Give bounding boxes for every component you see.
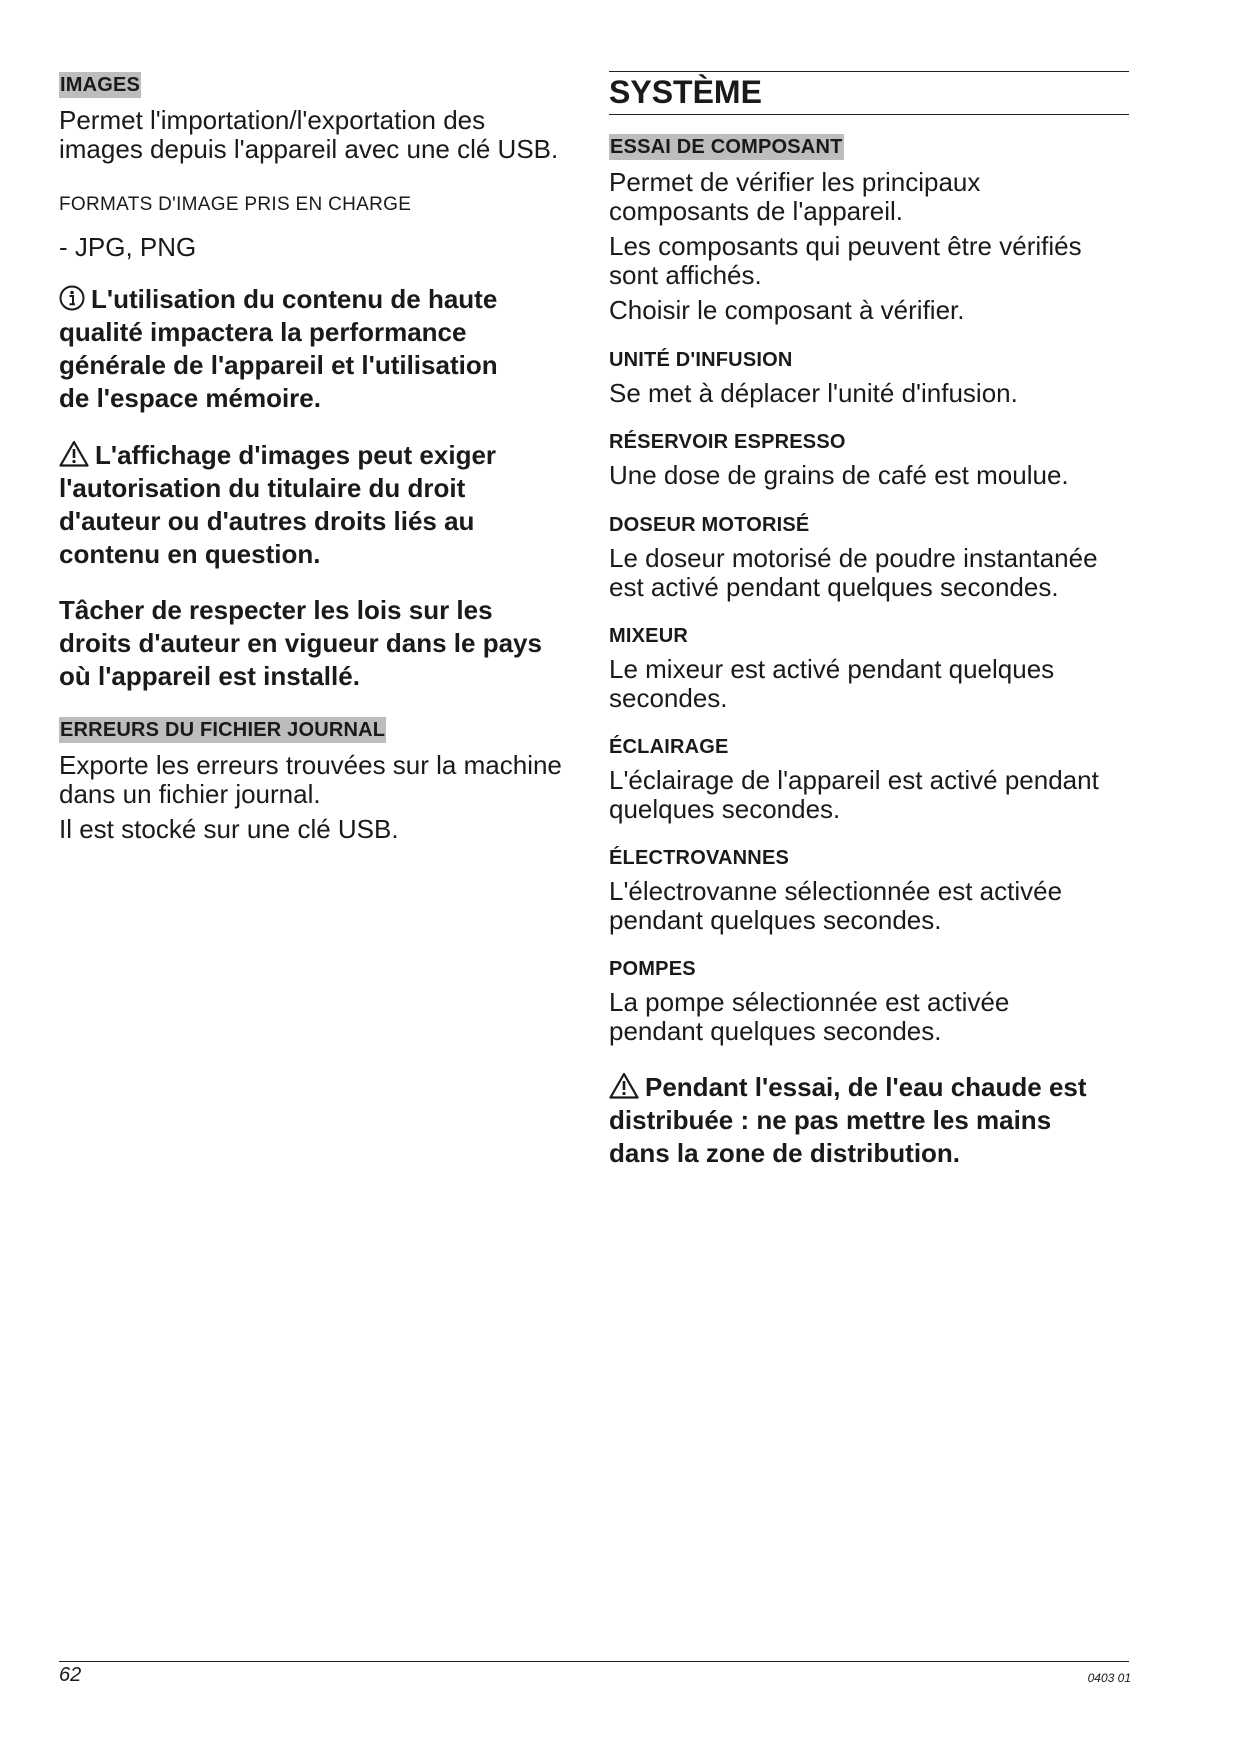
log-desc-line3: Il est stocké sur une clé USB. <box>59 814 399 844</box>
respect-laws-line2: droits d'auteur en vigueur dans le pays <box>59 628 542 658</box>
item-mixer-label: MIXEUR <box>609 625 688 647</box>
item-motor-doser-line1: Le doseur motorisé de poudre instantanée <box>609 543 1098 573</box>
item-solenoid-valves-line2: pendant quelques secondes. <box>609 905 942 935</box>
hot-water-warning-line3: dans la zone de distribution. <box>609 1138 961 1168</box>
copyright-warning-text: L'affichage d'images peut exiger <box>95 440 497 470</box>
item-brewing-unit-label: UNITÉ D'INFUSION <box>609 349 793 371</box>
item-lighting-label: ÉCLAIRAGE <box>609 736 729 758</box>
copyright-warning-line1 <box>59 439 496 475</box>
item-pumps-line2: pendant quelques secondes. <box>609 1016 942 1046</box>
log-errors-heading: ERREURS DU FICHIER JOURNAL <box>60 719 386 741</box>
info-circle-icon <box>59 285 85 319</box>
info-note-text: L'utilisation du contenu de haute <box>91 284 498 314</box>
item-pumps-line1: La pompe sélectionnée est activée <box>609 987 1010 1017</box>
log-desc-line2: dans un fichier journal. <box>59 779 321 809</box>
footer-rule <box>59 1661 1129 1662</box>
log-desc-line1: Exporte les erreurs trouvées sur la machine <box>59 750 562 780</box>
item-lighting-line2: quelques secondes. <box>609 794 841 824</box>
warning-triangle-icon <box>609 1072 639 1107</box>
component-test-p2-line1: Les composants qui peuvent être vérifiés <box>609 231 1082 261</box>
formats-heading: FORMATS D'IMAGE PRIS EN CHARGE <box>59 194 412 215</box>
component-test-p3: Choisir le composant à vérifier. <box>609 295 965 325</box>
images-desc-line2: images depuis l'appareil avec une clé USB. <box>59 134 559 164</box>
component-test-heading: ESSAI DE COMPOSANT <box>610 136 843 158</box>
item-espresso-tank-label: RÉSERVOIR ESPRESSO <box>609 431 846 453</box>
item-espresso-tank-line1: Une dose de grains de café est moulue. <box>609 460 1069 490</box>
item-solenoid-valves-line1: L'électrovanne sélectionnée est activée <box>609 876 1063 906</box>
info-note-line2: qualité impactera la performance <box>59 317 467 347</box>
copyright-warning-line2: l'autorisation du titulaire du droit <box>59 473 466 503</box>
respect-laws-line1: Tâcher de respecter les lois sur les <box>59 595 493 625</box>
formats-list: - JPG, PNG <box>59 232 197 262</box>
item-brewing-unit-line1: Se met à déplacer l'unité d'infusion. <box>609 378 1018 408</box>
page-number: 62 <box>59 1664 82 1686</box>
component-test-p1-line1: Permet de vérifier les principaux <box>609 167 981 197</box>
item-solenoid-valves-label: ÉLECTROVANNES <box>609 847 790 869</box>
copyright-warning-line4: contenu en question. <box>59 539 321 569</box>
item-pumps-label: POMPES <box>609 958 696 980</box>
section-rule-bottom <box>609 114 1129 115</box>
images-desc-line1: Permet l'importation/l'exportation des <box>59 105 486 135</box>
hot-water-warning-line2: distribuée : ne pas mettre les mains <box>609 1105 1052 1135</box>
item-mixer-line1: Le mixeur est activé pendant quelques <box>609 654 1055 684</box>
info-note-line4: de l'espace mémoire. <box>59 383 321 413</box>
images-heading: IMAGES <box>60 74 141 96</box>
section-rule-top <box>609 71 1129 72</box>
warning-triangle-icon <box>59 440 89 475</box>
info-note-line3: générale de l'appareil et l'utilisation <box>59 350 498 380</box>
item-motor-doser-label: DOSEUR MOTORISÉ <box>609 514 810 536</box>
section-title: SYSTÈME <box>609 74 762 110</box>
hot-water-warning-text: Pendant l'essai, de l'eau chaude est <box>645 1072 1087 1102</box>
item-lighting-line1: L'éclairage de l'appareil est activé pendant <box>609 765 1099 795</box>
doc-code: 0403 01 <box>1087 1671 1131 1685</box>
info-note-line1 <box>59 283 497 319</box>
respect-laws-line3: où l'appareil est installé. <box>59 661 360 691</box>
component-test-p1-line2: composants de l'appareil. <box>609 196 904 226</box>
component-test-p2-line2: sont affichés. <box>609 260 762 290</box>
item-motor-doser-line2: est activé pendant quelques secondes. <box>609 572 1059 602</box>
hot-water-warning-line1 <box>609 1071 1087 1107</box>
copyright-warning-line3: d'auteur ou d'autres droits liés au <box>59 506 475 536</box>
item-mixer-line2: secondes. <box>609 683 728 713</box>
